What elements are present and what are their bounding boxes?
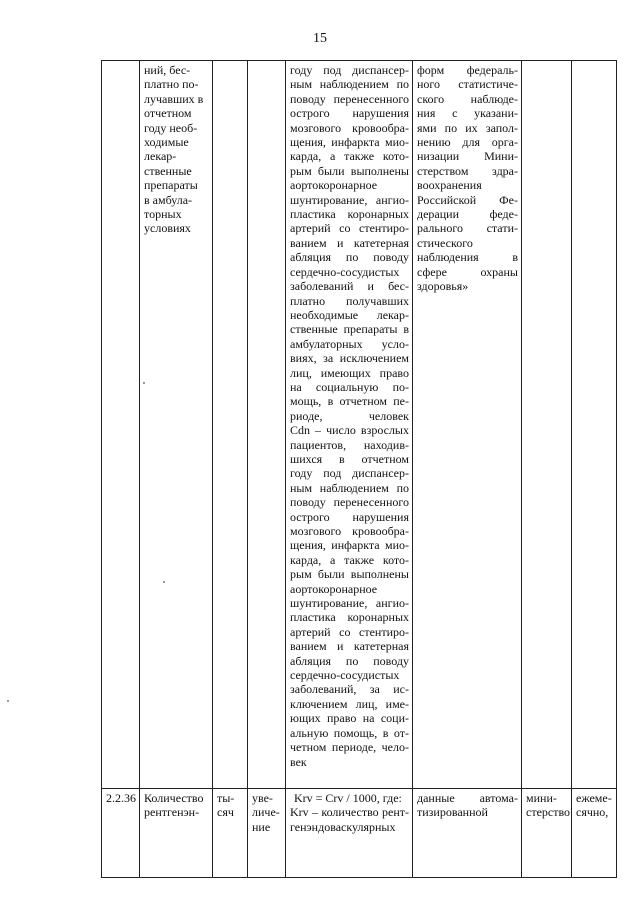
text-line: ходимые	[144, 135, 189, 150]
text-line: генэндоваскулярных	[290, 819, 396, 834]
text-line: Количество	[144, 791, 204, 805]
cell-indicator-name	[140, 789, 213, 878]
text-line: Cdn – число взрослых	[290, 423, 409, 438]
text-line: препараты	[144, 178, 198, 193]
calculation-method-text	[290, 805, 409, 834]
text-line: Krv – количество рент-	[290, 805, 409, 820]
text-line: стерство	[526, 805, 571, 820]
text-line: мозгового кровообра-	[290, 524, 409, 538]
calculation-method-text	[290, 63, 409, 769]
text-line: году под диспансер-	[290, 466, 409, 481]
page-number: 15	[313, 31, 327, 46]
text-line: щения, инфаркта мио-	[290, 538, 409, 553]
text-line: рым были выполнены	[290, 163, 409, 178]
text-line: заболеваний и бес-	[290, 279, 409, 294]
text-line: личе-	[252, 805, 280, 820]
text-line: на социальную по-	[290, 379, 409, 394]
text-line: острого нарушения	[290, 509, 409, 524]
text-line: поводу перенесенного	[290, 91, 409, 106]
cell-frequency	[572, 61, 617, 789]
text-line: амбулаторных усло-	[290, 336, 409, 351]
text-line: шихся в отчетном	[290, 451, 409, 466]
text-line: ний, бес-	[144, 63, 191, 77]
text-line: пластика коронарных	[290, 207, 409, 222]
text-line: платно по-	[144, 77, 199, 92]
text-line: ным наблюдением по	[290, 480, 409, 495]
text-line: сяч	[217, 805, 234, 820]
cell-number	[102, 789, 140, 878]
text-line: тизированной	[417, 805, 488, 820]
text-line: ственные препараты в	[290, 322, 409, 337]
text-line: ющих право на соци-	[290, 711, 409, 726]
text-line: форм федераль-	[417, 63, 518, 77]
cell-unit	[213, 61, 248, 789]
text-line: торных	[144, 207, 182, 222]
text-line: дерации феде-	[417, 207, 518, 222]
text-line: ключением лиц, име-	[290, 696, 409, 711]
cell-direction	[248, 789, 286, 878]
text-line: здоровья»	[417, 279, 469, 294]
frequency-text	[576, 791, 613, 820]
text-line: рального стати-	[417, 221, 518, 236]
text-line: ями по их запол-	[417, 120, 518, 135]
text-line: ванием и катетерная	[290, 639, 409, 654]
cell-responsible	[522, 789, 572, 878]
text-line: виях, за исключением	[290, 351, 409, 366]
cell-calculation-method	[286, 789, 413, 878]
text-line: рентгенэн-	[144, 805, 200, 820]
cell-number	[102, 61, 140, 789]
cell-data-source	[413, 789, 522, 878]
text-line: ние	[252, 819, 271, 834]
formula: Krv = Crv / 1000, где:	[294, 791, 402, 805]
text-line: году необ-	[144, 120, 198, 135]
indicator-name-text	[144, 63, 209, 236]
text-line: ванием и катетерная	[290, 235, 409, 250]
text-line: платно получавших	[290, 293, 409, 308]
cell-calculation-method	[286, 61, 413, 789]
text-line: в амбула-	[144, 192, 193, 207]
text-line: абляция по поводу	[290, 250, 409, 265]
text-line: данные автома-	[417, 791, 518, 805]
text-line: век	[290, 754, 307, 769]
text-line: ского наблюде-	[417, 91, 518, 106]
cell-unit	[213, 789, 248, 878]
text-line: лучавших в	[144, 91, 204, 106]
text-line: ного статистиче-	[417, 77, 518, 92]
text-line: четном периоде, чело-	[290, 740, 409, 755]
scan-speck	[163, 581, 165, 583]
indicator-name-text	[144, 791, 209, 820]
cell-responsible	[522, 61, 572, 789]
cell-direction	[248, 61, 286, 789]
text-line: артерий со стентиро-	[290, 221, 409, 236]
text-line: сячно,	[576, 805, 609, 820]
text-line: артерий со стентиро-	[290, 624, 409, 639]
text-line: стерством здра-	[417, 163, 518, 178]
cell-frequency	[572, 789, 617, 878]
text-line: рым были выполнены	[290, 567, 409, 582]
data-source-text	[417, 63, 518, 294]
text-line: ния с указани-	[417, 106, 518, 121]
text-line: сердечно-сосудистых	[290, 264, 400, 279]
text-line: воохранения	[417, 178, 482, 193]
text-line: альную помощь, в от-	[290, 725, 409, 740]
responsible-text	[526, 791, 571, 820]
indicator-number: 2.2.36	[106, 791, 136, 805]
text-line: отчетном	[144, 106, 192, 121]
text-line: карда, а также кото-	[290, 149, 409, 164]
text-line: абляция по поводу	[290, 653, 409, 668]
indicator-table	[101, 60, 617, 878]
direction-text	[252, 791, 282, 834]
text-line: аортокоронарное	[290, 581, 378, 596]
text-line: мозгового кровообра-	[290, 120, 409, 135]
text-line: мини-	[526, 791, 557, 805]
text-line: пациентов, находив-	[290, 437, 409, 452]
scan-speck	[143, 382, 145, 384]
text-line: ты-	[217, 791, 235, 805]
text-line: ственные	[144, 163, 192, 178]
text-line: карда, а также кото-	[290, 552, 409, 567]
text-line: шунтирование, ангио-	[290, 192, 409, 207]
text-line: острого нарушения	[290, 106, 409, 121]
text-line: году под диспансер-	[290, 63, 409, 77]
text-line: риоде, человек	[290, 408, 409, 423]
text-line: уве-	[252, 791, 273, 805]
data-source-text	[417, 791, 518, 820]
text-line: поводу перенесенного	[290, 495, 409, 510]
text-line: наблюдения в	[417, 250, 518, 265]
text-line: лиц, имеющих право	[290, 365, 409, 380]
scan-speck	[7, 700, 9, 702]
text-line: пластика коронарных	[290, 610, 409, 625]
text-line: сердечно-сосудистых	[290, 668, 400, 683]
text-line: ежеме-	[576, 791, 612, 805]
table-row	[102, 789, 617, 878]
text-line: нению для орга-	[417, 135, 518, 150]
table-row	[102, 61, 617, 789]
unit-text	[217, 791, 244, 820]
text-line: лекар-	[144, 149, 177, 164]
text-line: щения, инфаркта мио-	[290, 135, 409, 150]
text-line: ным наблюдением по	[290, 77, 409, 92]
cell-indicator-name	[140, 61, 213, 789]
text-line: условиях	[144, 221, 191, 236]
cell-data-source	[413, 61, 522, 789]
text-line: шунтирование, ангио-	[290, 596, 409, 611]
text-line: аортокоронарное	[290, 178, 378, 193]
text-line: стического	[417, 235, 473, 250]
text-line: Российской Фе-	[417, 192, 518, 207]
text-line: сфере охраны	[417, 264, 518, 279]
text-line: мощь, в отчетном пе-	[290, 394, 409, 409]
text-line: низации Мини-	[417, 149, 518, 164]
text-line: необходимые лекар-	[290, 307, 409, 322]
text-line: заболеваний, за ис-	[290, 682, 409, 697]
